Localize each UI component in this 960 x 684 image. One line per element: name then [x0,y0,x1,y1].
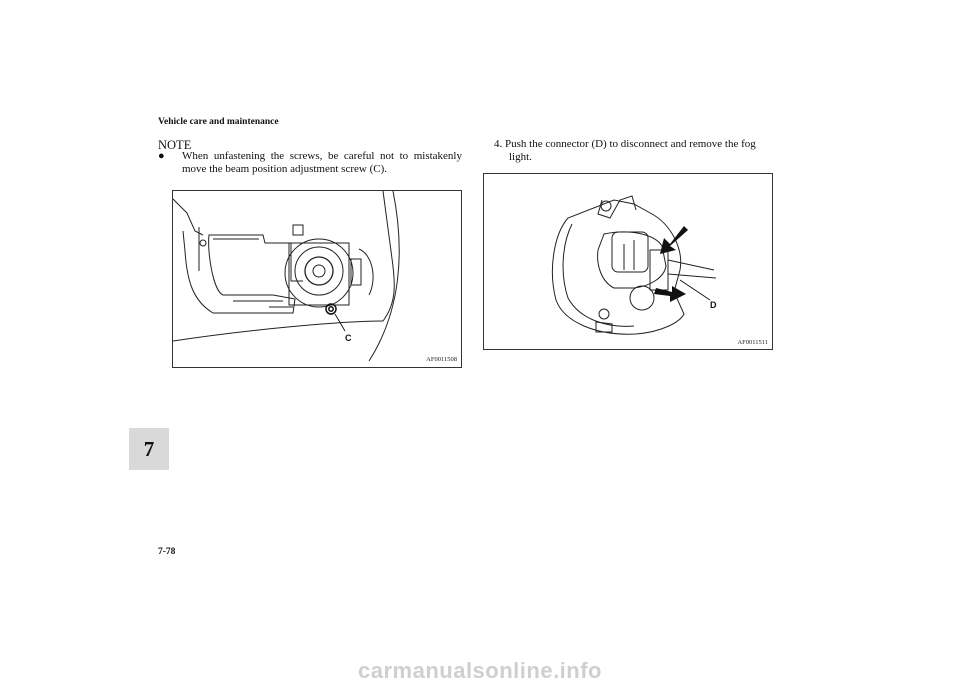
bumper-illustration [173,191,461,367]
step-4-text: 4. Push the connector (D) to disconnect and remove the fog [494,138,756,150]
figure-code: AF0011508 [426,356,457,363]
watermark: carmanualsonline.info [358,658,602,683]
fog-light-illustration [484,174,772,349]
note-bullet: ● [158,150,165,162]
figure-code: AF0011511 [737,339,768,346]
note-title: NOTE [158,138,192,152]
page-number: 7-78 [158,547,176,557]
figure-beam-adjustment-screw [172,190,462,368]
figure-fog-light-connector [483,173,773,350]
section-header: Vehicle care and maintenance [158,117,279,127]
chapter-tab: 7 [129,428,169,470]
callout-d: D [710,300,717,310]
note-text: When unfastening the screws, be careful not to mistakenly move the beam position adjustment screw (C). [182,150,462,175]
callout-c: C [345,333,352,343]
step-4-text-continued: light. [509,151,532,163]
